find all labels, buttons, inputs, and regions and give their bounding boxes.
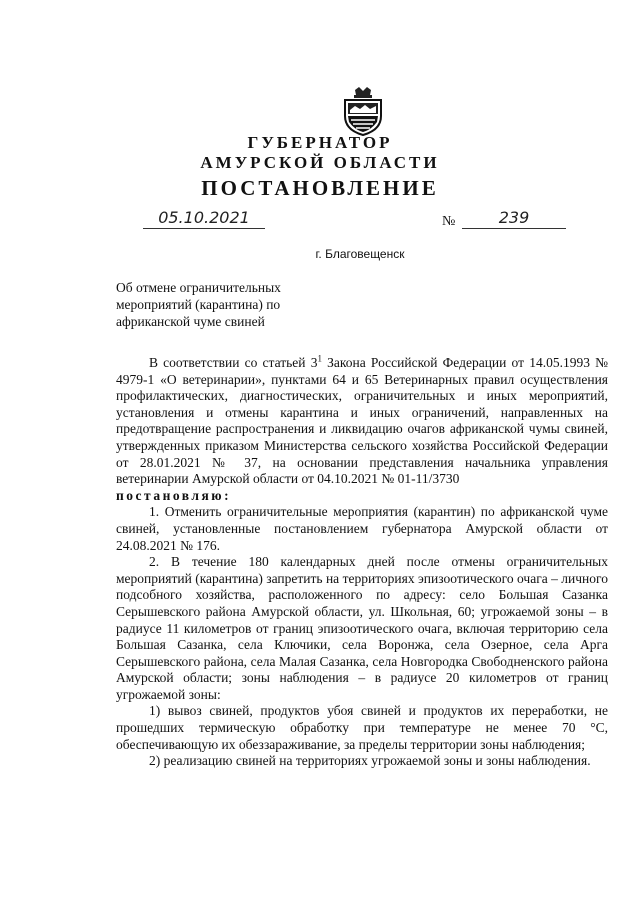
item-2: 2. В течение 180 календарных дней после отмены ограничительных мероприятий (карантина) запретить на территориях эпизоотического очага – личного подсобного хозяйства, расположенного по адресу: село Большая Сазанка Серышевского района Амурской области, ул. Школьная, 60; угрожаемой зоны – в радиусе 11 километров от границ эпизоотического очага, включая территорию села Большая Сазанка, села Ключики, села Воронжа, села Озерное, села Арга Серышевского района, села Малая Сазанка, села Новгородка Свободненского района Амурской области; зоны наблюдения – в радиусе 20 километров от границ угрожаемой зоны: [116, 554, 608, 702]
issuer-line-2: АМУРСКОЙ ОБЛАСТИ [200, 153, 440, 172]
preamble-paragraph [116, 355, 608, 488]
preamble-superscript: 1 [317, 353, 322, 364]
decree-word: постановляю: [116, 487, 232, 503]
document-body [116, 355, 608, 770]
document-type-title: ПОСТАНОВЛЕНИЕ [201, 176, 439, 200]
city-line: г. Благовещенск [315, 247, 405, 261]
item-1: 1. Отменить ограничительные мероприятия (карантин) по африканской чуме свиней, установленные постановлением губернатора Амурской области от 24.08.2021 № 176. [116, 504, 608, 553]
preamble-text-start: В соответствии со статьей 3 [149, 355, 318, 370]
handwritten-number: 239 [462, 208, 566, 229]
handwritten-date: 05.10.2021 [143, 208, 265, 229]
preamble-text-end: Закона Российской Федерации от 14.05.1993 № 4979-1 «О ветеринарии», пунктами 64 и 65 Ветеринарных правил осуществления профилактических, диагностических, ограничительных и иных мероприятий, установления и отмены карантина и иных ограничений, направленных на предотвращение распространения и ликвидацию очагов африканской чумы свиней, утвержденных приказом Министерства сельского хозяйства Российской Федерации от 28.01.2021 № 37, на основании представления начальника управления ветеринарии Амурской области от 04.10.2021 № 01-11/3730 [116, 355, 609, 487]
document-subject: Об отмене ограничительных мероприятий (карантина) по африканской чуме свиней [116, 280, 281, 329]
issuer-line-1: ГУБЕРНАТОР [247, 133, 393, 152]
subitem-1: 1) вывоз свиней, продуктов убоя свиней и продуктов их переработки, не прошедших термическую обработку при температуре не менее 70 °С, обеспечивающую их обеззараживание, за пределы территории зоны наблюдения; [116, 703, 608, 752]
subitem-2: 2) реализацию свиней на территориях угрожаемой зоны и зоны наблюдения. [149, 753, 591, 769]
number-label: № [442, 214, 456, 229]
coat-of-arms-emblem [341, 86, 385, 136]
